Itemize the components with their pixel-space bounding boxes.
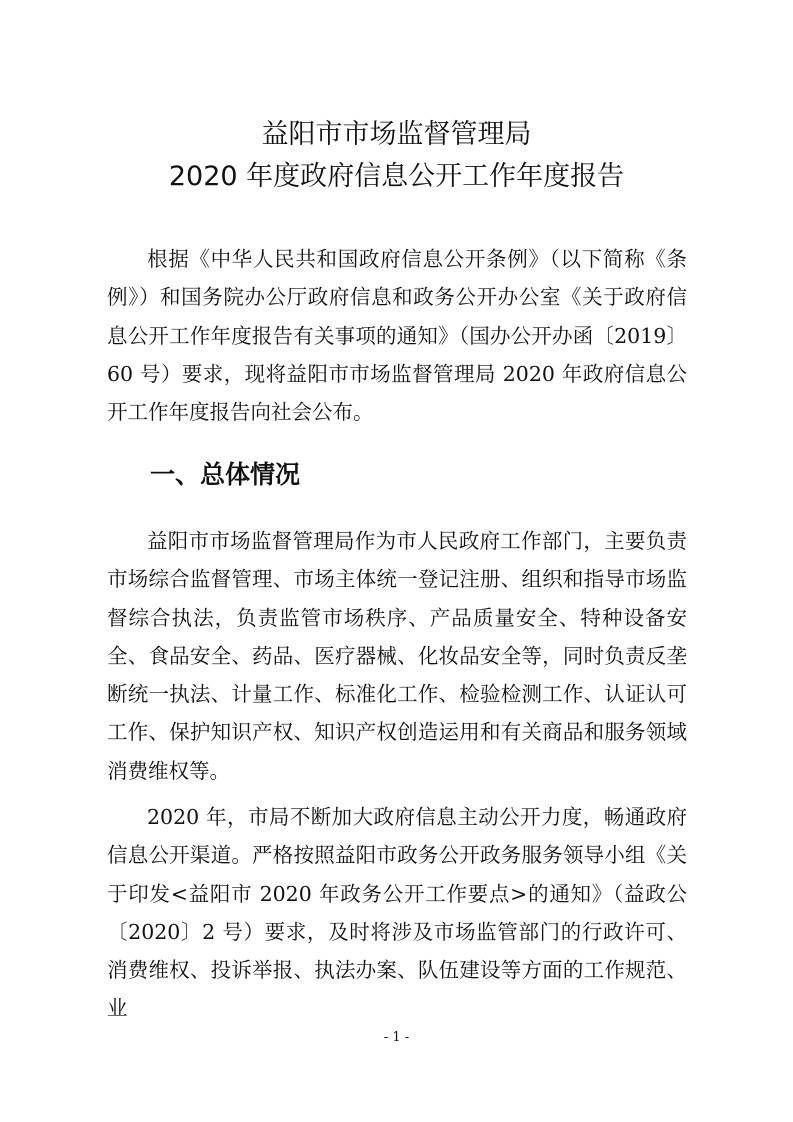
document-title-line1: 益阳市市场监督管理局 (261, 119, 532, 150)
section-heading-overview: 一、总体情况 (150, 460, 301, 489)
overview-paragraph-2: 2020 年，市局不断加大政府信息主动公开力度，畅通政府信息公开渠道。严格按照益阳市政务公开政务服务领导小组《关于印发<益阳市 2020 年政务公开工作要点>的通知》（益政公〔2020〕2 号）要求，及时将涉及市场监管部门的行政许可、消费维权、投诉举报、执法办案、队伍建设等方面的工作规范、业 (107, 805, 687, 1021)
intro-paragraph: 根据《中华人民共和国政府信息公开条例》（以下简称《条例》）和国务院办公厅政府信息和政务公开办公室《关于政府信息公开工作年度报告有关事项的通知》（国办公开办函〔2019〕60 号）要求，现将益阳市市场监督管理局 2020 年政府信息公开工作年度报告向社会公布。 (107, 247, 687, 425)
document-title-line2: 2020 年度政府信息公开工作年度报告 (168, 161, 625, 192)
page-number: - 1 - (383, 1030, 410, 1045)
overview-paragraph-1: 益阳市市场监督管理局作为市人民政府工作部门，主要负责市场综合监督管理、市场主体统一登记注册、组织和指导市场监督综合执法，负责监管市场秩序、产品质量安全、特种设备安全、食品安全、药品、医疗器械、化妆品安全等，同时负责反垄断统一执法、计量工作、标准化工作、检验检测工作、认证认可工作、保护知识产权、知识产权创造运用和有关商品和服务领域消费维权等。 (107, 529, 687, 783)
